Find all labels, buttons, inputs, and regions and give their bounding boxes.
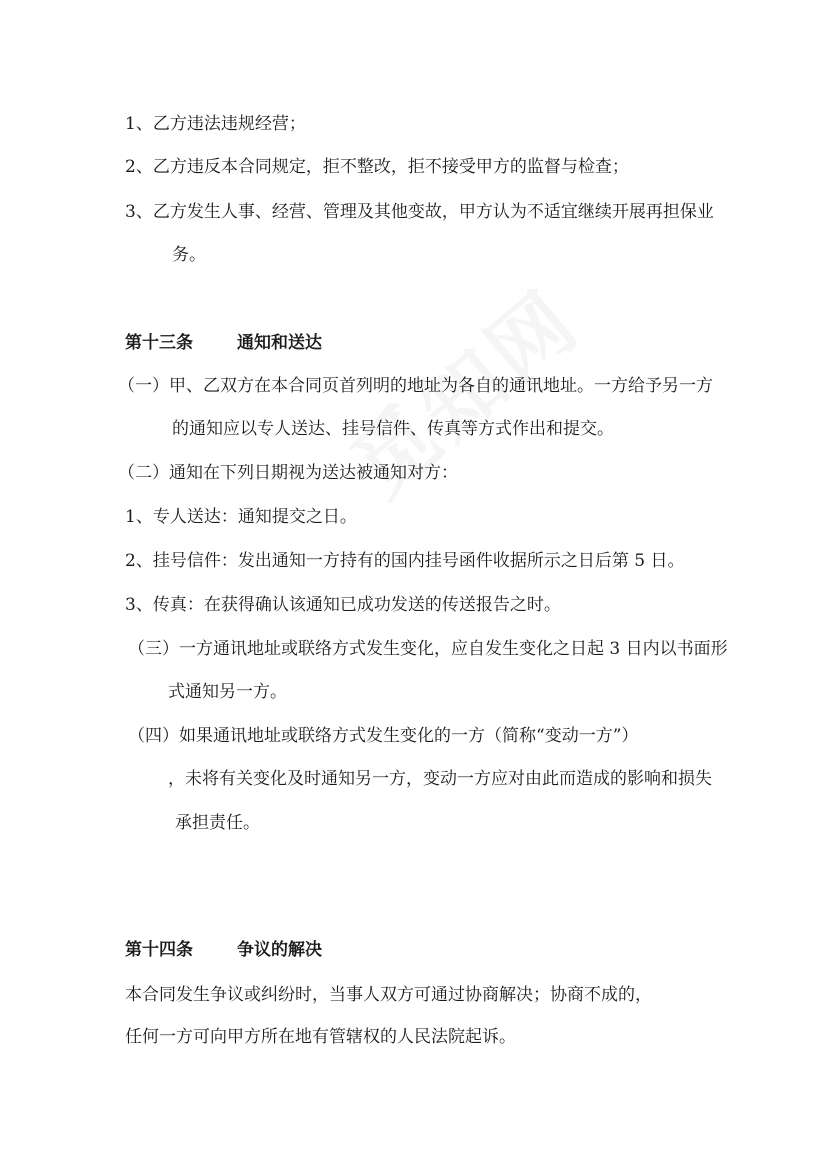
list-item: 1、乙方违法违规经营； [125,114,306,134]
paragraph-line: （四）如果通讯地址或联络方式发生变化的一方（简称“变动一方”） [128,726,639,746]
paragraph-line: （二）通知在下列日期视为送达被通知对方： [118,463,458,483]
section-heading [125,938,322,962]
section-title: 通知和送达 [237,333,322,353]
paragraph-line: （一）甲、乙双方在本合同页首列明的地址为各自的通讯地址。一方给予另一方 [118,376,713,396]
section-number: 第十四条 [125,940,193,960]
paragraph-line: 的通知应以专人送达、挂号信件、传真等方式作出和提交。 [172,419,614,439]
paragraph-line: 式通知另一方。 [168,682,287,702]
paragraph-line: 承担责任。 [175,813,260,833]
paragraph-line: 2、挂号信件：发出通知一方持有的国内挂号函件收据所示之日后第 5 日。 [125,551,685,571]
paragraph-line: 本合同发生争议或纠纷时，当事人双方可通过协商解决；协商不成的， [125,985,652,1005]
section-title: 争议的解决 [237,940,322,960]
paragraph-line: 1、专人送达：通知提交之日。 [125,507,357,527]
list-item-continuation: 务。 [172,245,206,265]
paragraph-line: （三）一方通讯地址或联络方式发生变化，应自发生变化之日起 3 日内以书面形 [128,639,728,659]
list-item: 2、乙方违反本合同规定，拒不整改，拒不接受甲方的监督与检查； [125,157,629,177]
list-item: 3、乙方发生人事、经营、管理及其他变故，甲方认为不适宜继续开展再担保业 [125,202,714,222]
paragraph-line: ，未将有关变化及时通知另一方，变动一方应对由此而造成的影响和损失 [168,769,712,789]
section-number: 第十三条 [125,333,193,353]
paragraph-line: 任何一方可向甲方所在地有管辖权的人民法院起诉。 [125,1027,516,1047]
paragraph-line: 3、传真：在获得确认该通知已成功发送的传送报告之时。 [125,595,561,615]
section-heading [125,331,322,355]
